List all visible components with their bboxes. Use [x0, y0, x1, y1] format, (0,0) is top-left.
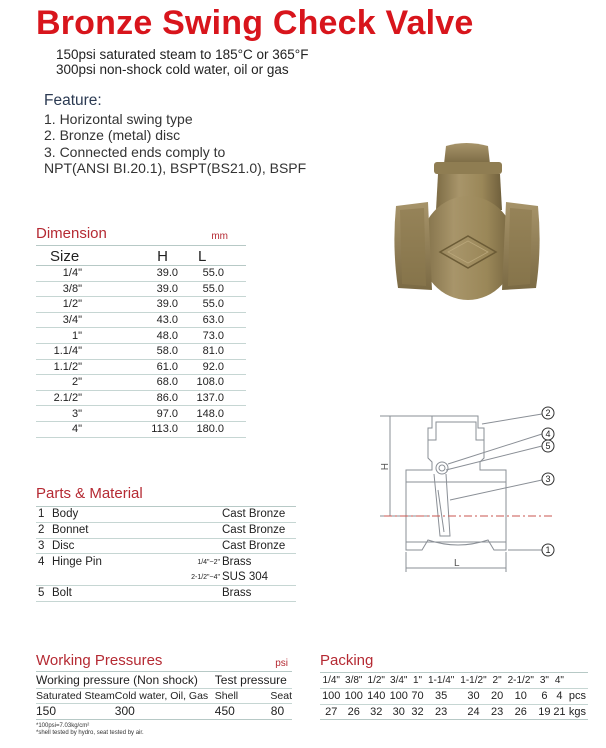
pack-size: 3/4"	[388, 673, 411, 689]
part-name: Hinge Pin	[52, 556, 102, 569]
table-row	[36, 312, 246, 328]
parts-section	[36, 485, 296, 602]
pack-kgs: 32	[365, 704, 388, 720]
pack-size: 2-1/2"	[505, 673, 537, 689]
pack-size: 2"	[490, 673, 505, 689]
table-row	[36, 522, 296, 538]
valve-photo	[378, 140, 554, 310]
working-pressures-title: Working Pressures	[36, 652, 163, 669]
part-no	[36, 570, 52, 586]
cell-size: 3/4"	[36, 312, 82, 328]
pack-pcs: 100	[388, 689, 411, 705]
cell-l: 63.0	[192, 312, 246, 328]
cell-l: 137.0	[192, 390, 246, 406]
footnote: *100psi=7.03kg/cm²	[36, 722, 90, 729]
part-name: Bonnet	[52, 522, 164, 538]
part-no: 4	[38, 556, 45, 569]
pack-pcs-unit: pcs	[568, 690, 587, 703]
part-material: Cast Bronze	[222, 538, 296, 554]
part-no: 5	[36, 585, 52, 601]
part-size: 2-1/2"~4"	[164, 570, 222, 586]
table-row	[36, 375, 246, 391]
cell-h: 97.0	[82, 406, 192, 422]
table-row	[36, 390, 246, 406]
subheader-steam: Saturated Steam	[36, 689, 115, 702]
col-l: L	[192, 246, 246, 266]
cell-size: 1"	[36, 328, 82, 344]
pack-size: 1/4"	[320, 673, 343, 689]
pack-pcs: 70	[411, 690, 424, 703]
part-no: 1	[36, 507, 52, 523]
table-row	[36, 538, 296, 554]
pack-size: 1-1/2"	[457, 673, 489, 689]
packing-title: Packing	[320, 652, 374, 669]
pack-kgs: 21	[553, 705, 566, 718]
part-size	[164, 507, 222, 523]
callout-2: 2	[545, 408, 551, 418]
table-row	[36, 703, 292, 719]
col-h: H	[82, 246, 192, 266]
cell-size: 2.1/2"	[36, 390, 82, 406]
cell-h: 39.0	[82, 297, 192, 313]
height-label: H	[378, 463, 389, 471]
table-row	[36, 554, 296, 570]
pack-kgs: 19	[538, 705, 551, 718]
footnote: *shell tested by hydro, seat tested by air.	[36, 729, 144, 736]
feature-item: 3. Connected ends comply to	[44, 143, 226, 160]
dimension-unit: mm	[211, 231, 228, 242]
table-row	[36, 570, 296, 586]
pack-pcs: 20	[490, 690, 504, 703]
value-shell: 450	[215, 703, 261, 719]
table-row	[36, 328, 246, 344]
part-size	[164, 538, 222, 554]
part-size	[164, 522, 222, 538]
cell-l: 108.0	[192, 375, 246, 391]
parts-title: Parts & Material	[36, 485, 143, 502]
subtitle-line: 300psi non-shock cold water, oil or gas	[56, 62, 289, 77]
table-row	[320, 689, 588, 705]
working-pressures-table	[36, 672, 292, 720]
feature-section	[44, 93, 306, 177]
pack-pcs: 100	[320, 689, 343, 705]
pack-kgs: 26	[505, 704, 537, 720]
pressure-unit: psi	[275, 658, 288, 669]
table-row	[36, 343, 246, 359]
packing-section	[320, 652, 588, 720]
cell-l: 148.0	[192, 406, 246, 422]
cell-size: 1/4"	[36, 266, 82, 282]
table-row	[36, 406, 246, 422]
subtitle-line: 150psi saturated steam to 185°C or 365°F	[56, 47, 309, 62]
callout-4: 4	[545, 429, 551, 439]
table-row	[36, 688, 292, 703]
pack-pcs: 30	[457, 689, 489, 705]
value-seat: 80	[261, 703, 292, 719]
part-material: SUS 304	[222, 570, 296, 586]
pack-pcs: 35	[425, 689, 457, 705]
cell-h: 86.0	[82, 390, 192, 406]
cell-h: 39.0	[82, 281, 192, 297]
part-name: Bolt	[52, 585, 164, 601]
dimension-title: Dimension	[36, 225, 107, 242]
pack-kgs-unit: kgs	[568, 705, 587, 718]
group-header-working: Working pressure (Non shock)	[36, 672, 215, 688]
cell-l: 55.0	[192, 266, 246, 282]
cell-h: 48.0	[82, 328, 192, 344]
cell-size: 2"	[36, 375, 82, 391]
part-no: 3	[36, 538, 52, 554]
part-no: 2	[36, 522, 52, 538]
cell-size: 3"	[36, 406, 82, 422]
subtitle	[56, 47, 308, 77]
pack-size: 3/8"	[343, 673, 366, 689]
feature-item: 1. Horizontal swing type	[44, 110, 193, 127]
value-steam: 150	[36, 703, 115, 719]
cell-l: 55.0	[192, 281, 246, 297]
part-material: Cast Bronze	[222, 507, 296, 523]
pack-pcs: 4	[552, 689, 567, 705]
group-header-test: Test pressure	[215, 672, 292, 688]
pack-kgs: 32	[411, 705, 424, 718]
table-row	[36, 281, 246, 297]
packing-table	[320, 673, 588, 720]
feature-item: 2. Bronze (metal) disc	[44, 127, 181, 143]
pack-kgs: 26	[343, 704, 366, 720]
col-size: Size	[36, 246, 82, 266]
cell-h: 68.0	[82, 375, 192, 391]
valve-cross-section-drawing	[370, 400, 570, 580]
table-row	[36, 507, 296, 523]
dimension-section	[36, 225, 246, 438]
pack-pcs: 6	[537, 689, 552, 705]
pack-kgs: 30	[388, 704, 411, 720]
part-material: Brass	[222, 585, 296, 601]
pack-pcs: 10	[505, 689, 537, 705]
dimension-table	[36, 246, 246, 438]
working-pressures-section	[36, 652, 292, 737]
cell-size: 1.1/4"	[36, 343, 82, 359]
cell-l: 92.0	[192, 359, 246, 375]
cell-size: 1.1/2"	[36, 359, 82, 375]
feature-title: Feature:	[44, 92, 102, 109]
cell-size: 4"	[36, 421, 82, 437]
pack-pcs: 140	[365, 689, 388, 705]
part-name	[52, 570, 164, 586]
subheader-cold-water: Cold water, Oil, Gas	[115, 688, 215, 703]
pack-size: 4"	[552, 673, 567, 689]
part-size: 1/4"~2"	[197, 558, 220, 566]
table-row	[36, 672, 292, 688]
pack-size: 1/2"	[365, 673, 388, 689]
table-row	[36, 266, 246, 282]
cell-l: 81.0	[192, 343, 246, 359]
subheader-seat: Seat	[261, 688, 292, 703]
pack-size: 1"	[410, 673, 425, 689]
table-row	[36, 421, 246, 437]
cell-l: 180.0	[192, 421, 246, 437]
callout-3: 3	[545, 474, 551, 484]
pack-kgs: 23	[425, 704, 457, 720]
pack-kgs: 24	[457, 704, 489, 720]
callout-5: 5	[545, 441, 551, 451]
part-name: Disc	[52, 538, 164, 554]
cell-h: 113.0	[82, 421, 192, 437]
cell-size: 3/8"	[36, 281, 82, 297]
cell-h: 61.0	[82, 359, 192, 375]
cell-h: 43.0	[82, 312, 192, 328]
pack-pcs: 100	[343, 689, 366, 705]
pack-size: 3"	[537, 673, 552, 689]
part-size	[164, 585, 222, 601]
cell-l: 73.0	[192, 328, 246, 344]
parts-table	[36, 506, 296, 602]
value-cold-water: 300	[115, 703, 215, 719]
subheader-shell: Shell	[215, 688, 261, 703]
part-material: Cast Bronze	[222, 522, 296, 538]
table-row	[36, 297, 246, 313]
pack-size: 1-1/4"	[425, 673, 457, 689]
cell-h: 39.0	[82, 266, 192, 282]
length-label: L	[454, 558, 460, 569]
cell-h: 58.0	[82, 343, 192, 359]
part-name: Body	[52, 507, 164, 523]
page-title: Bronze Swing Check Valve	[36, 4, 474, 42]
table-row	[320, 673, 588, 689]
part-material: Brass	[222, 556, 252, 569]
cell-size: 1/2"	[36, 297, 82, 313]
table-row	[36, 359, 246, 375]
pack-kgs: 23	[490, 705, 504, 718]
feature-item: NPT(ANSI BI.20.1), BSPT(BS21.0), BSPF	[44, 160, 307, 176]
table-row	[320, 704, 588, 720]
callout-1: 1	[545, 545, 551, 555]
footnotes	[36, 723, 292, 737]
table-row	[36, 585, 296, 601]
pack-size	[567, 673, 588, 689]
cell-l: 55.0	[192, 297, 246, 313]
pack-kgs: 27	[320, 704, 343, 720]
